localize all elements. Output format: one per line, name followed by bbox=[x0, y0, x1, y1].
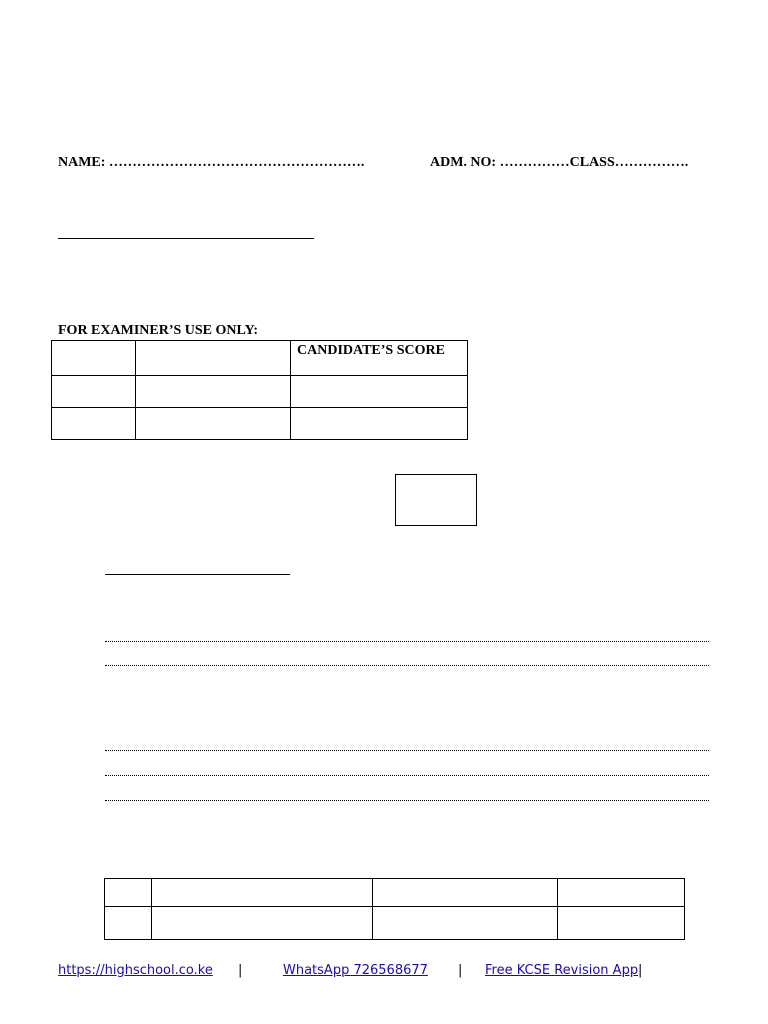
candidate-score-header: CANDIDATE’S SCORE bbox=[291, 341, 468, 376]
bottom-table bbox=[104, 878, 685, 940]
section-underline bbox=[105, 574, 290, 575]
table-cell bbox=[373, 879, 558, 907]
table-row bbox=[52, 408, 468, 440]
revision-app-link[interactable]: Free KCSE Revision App bbox=[485, 963, 639, 978]
table-cell bbox=[291, 408, 468, 440]
table-row bbox=[52, 376, 468, 408]
table-cell bbox=[373, 907, 558, 940]
table-cell bbox=[291, 376, 468, 408]
table-cell bbox=[52, 408, 136, 440]
whatsapp-link[interactable]: WhatsApp 726568677 bbox=[283, 963, 428, 978]
table-cell bbox=[136, 376, 291, 408]
answer-line bbox=[105, 800, 709, 801]
adm-class-field-label: ADM. NO: ……………CLASS……………. bbox=[430, 155, 689, 170]
table-cell bbox=[152, 879, 373, 907]
table-cell bbox=[558, 879, 685, 907]
answer-line bbox=[105, 750, 709, 751]
table-row bbox=[105, 879, 685, 907]
footer-separator: | bbox=[638, 963, 643, 978]
table-cell bbox=[136, 341, 291, 376]
examiner-score-table bbox=[51, 340, 468, 440]
table-row bbox=[105, 907, 685, 940]
highschool-link[interactable]: https://highschool.co.ke bbox=[58, 963, 213, 978]
table-cell bbox=[105, 907, 152, 940]
footer-separator: | bbox=[238, 963, 243, 978]
table-cell bbox=[52, 376, 136, 408]
title-underline bbox=[58, 238, 314, 239]
footer-separator: | bbox=[458, 963, 463, 978]
table-cell bbox=[136, 408, 291, 440]
total-score-box bbox=[395, 474, 477, 526]
table-row bbox=[52, 341, 468, 376]
answer-line bbox=[105, 641, 709, 642]
answer-line bbox=[105, 665, 709, 666]
table-cell bbox=[558, 907, 685, 940]
table-cell bbox=[52, 341, 136, 376]
answer-line bbox=[105, 775, 709, 776]
name-field-label: NAME: ………………………………………………. bbox=[58, 155, 365, 170]
examiner-use-title: FOR EXAMINER’S USE ONLY: bbox=[58, 323, 259, 338]
table-cell bbox=[105, 879, 152, 907]
table-cell bbox=[152, 907, 373, 940]
